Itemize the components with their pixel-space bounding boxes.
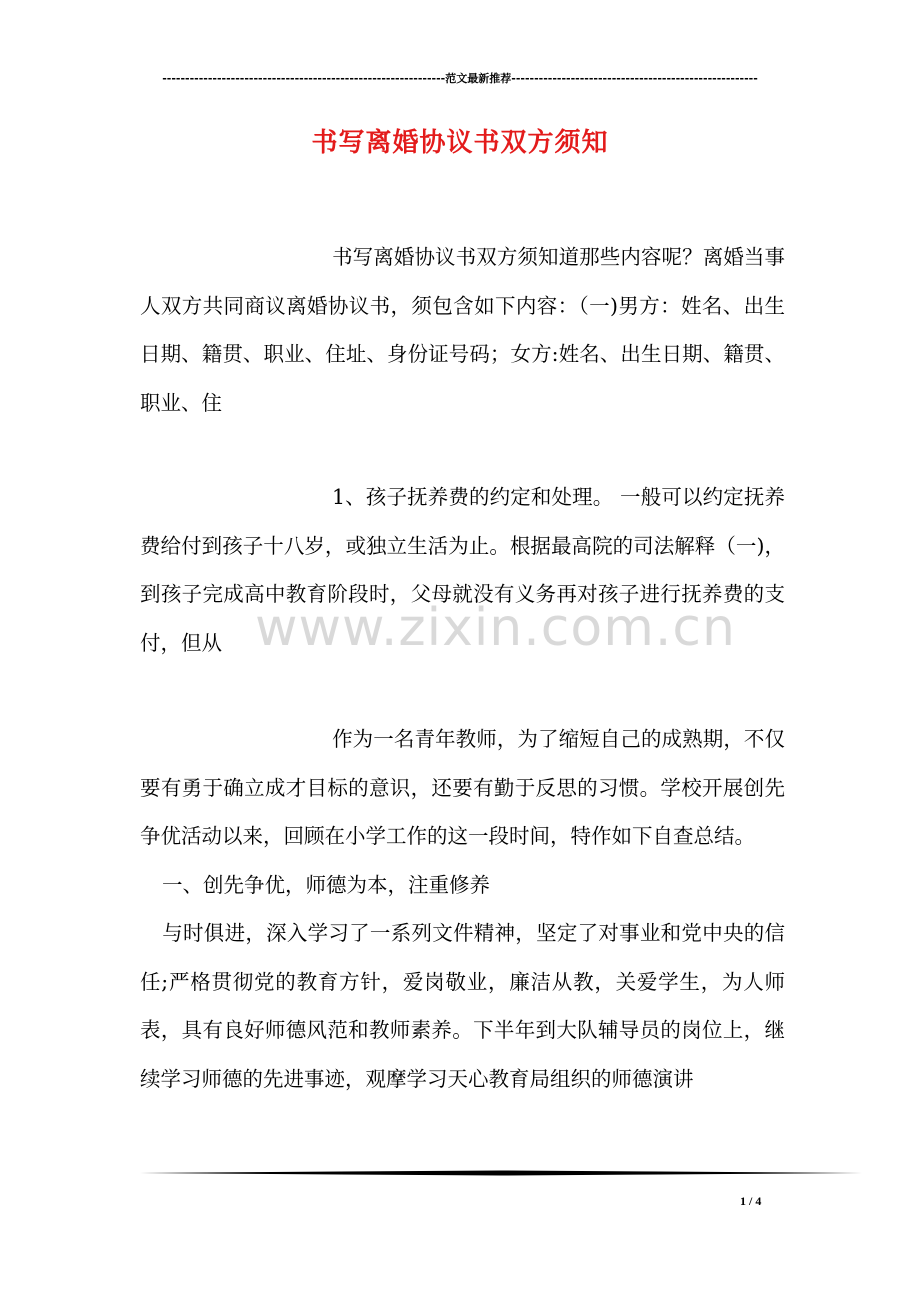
paragraph-child-support-text: 1、孩子抚养费的约定和处理。 一般可以约定抚养费给付到孩子十八岁，或独立生活为止。根据最高院的司法解释（一)，到孩子完成高中教育阶段时，父母就没有义务再对孩子进行抚养费的支付，但从 [140,485,785,655]
document-title: 书写离婚协议书双方须知 [311,128,609,158]
header-dashes-right: ------------------------------------------------------ [511,72,758,84]
page-number: 1 / 4 [740,1194,762,1208]
paragraph-intro-text: 书写离婚协议书双方须知道那些内容呢？离婚当事人双方共同商议离婚协议书，须包含如下内容：（一)男方：姓名、出生日期、籍贯、职业、住址、身份证号码；女方:姓名、出生日期、籍贯、职业、住 [140,245,785,415]
header-label: 范文最新推荐 [445,72,512,84]
watermark: www.zixin.com.cn [255,598,736,658]
footer-rule [140,1170,862,1176]
paragraph-teacher-text: 作为一名青年教师，为了缩短自己的成熟期，不仅要有勇于确立成才目标的意识，还要有勤于反思的习惯。学校开展创先争优活动以来，回顾在小学工作的这一段时间，特作如下自查总结。 [140,727,785,848]
section-heading: 一、创先争优，师德为本，注重修养 [162,872,490,897]
header-dashes-left: -------------------------------------------------------------- [162,72,446,84]
page-header [140,70,780,84]
paragraph-child-support [140,473,785,667]
section-body: 与时俱进，深入学习了一系列文件精神，坚定了对事业和党中央的信任;严格贯彻党的教育方针，爱岗敬业，廉洁从教，关爱学生，为人师表，具有良好师德风范和教师素养。下半年到大队辅导员的岗位上，继续学习师德的先进事迹，观摩学习天心教育局组织的师德演讲 [140,921,785,1091]
paragraph-teacher [140,715,785,1103]
paragraph-intro [140,233,785,427]
